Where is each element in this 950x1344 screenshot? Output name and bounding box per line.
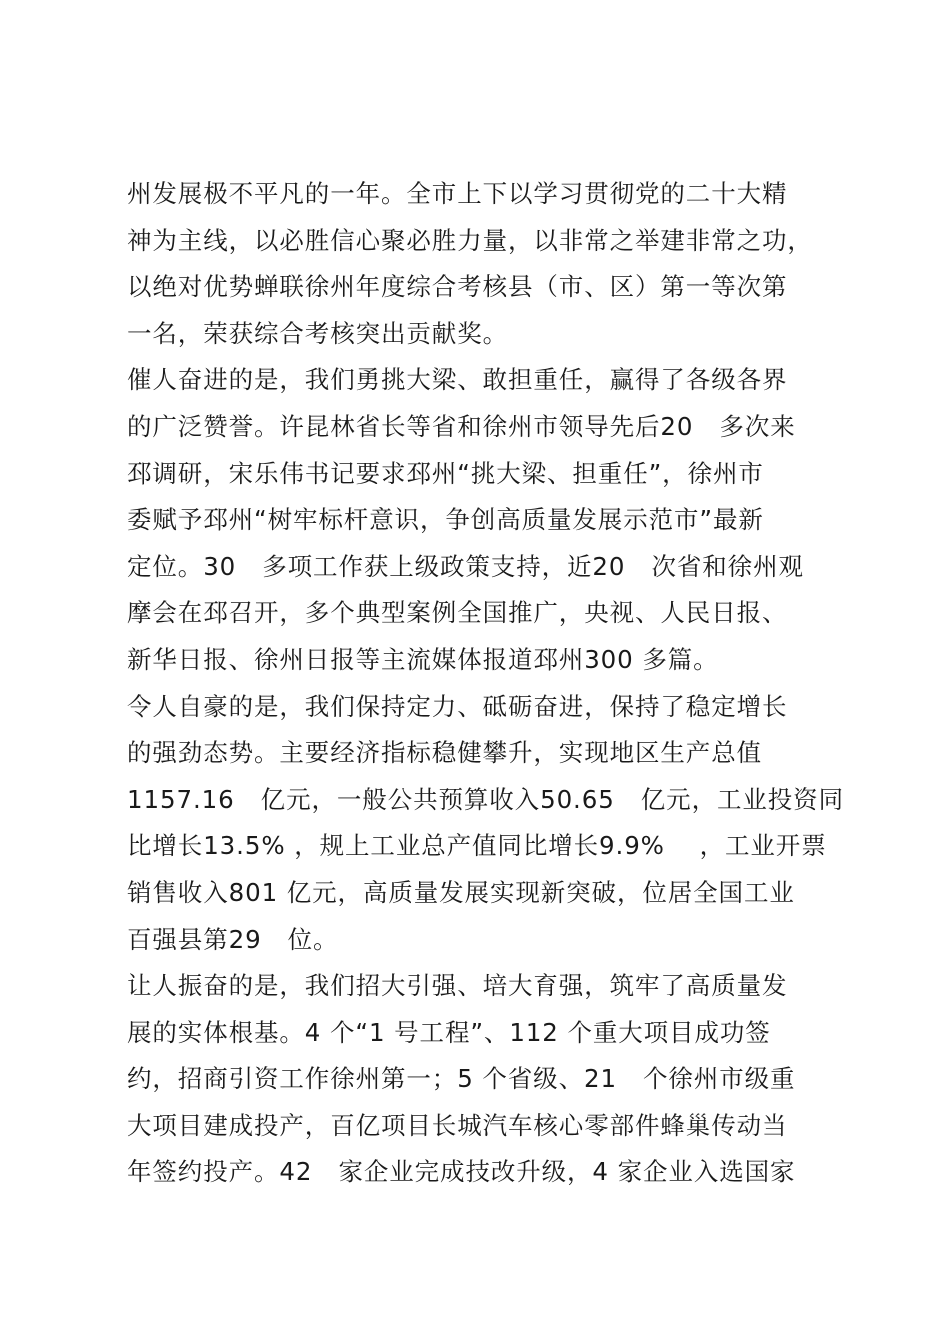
text-line: 让人振奋的是，我们招大引强、培大育强，筑牢了高质量发 — [127, 971, 788, 1001]
text-line: 百强县第29 位。 — [127, 924, 339, 954]
text-line: 州发展极不平凡的一年。全市上下以学习贯彻党的二十大精 — [127, 179, 788, 208]
text-line: 摩会在邳召开，多个典型案例全国推广，央视、人民日报、 — [127, 598, 788, 628]
text-line: 1157.16 亿元，一般公共预算收入50.65 亿元，工业投资同 — [127, 784, 844, 814]
text-line: 展的实体根基。4 个“1 号工程”、112 个重大项目成功签 — [127, 1017, 771, 1047]
body-text — [127, 171, 847, 1196]
text-line: 销售收入801 亿元，高质量发展实现新突破，位居全国工业 — [127, 877, 795, 907]
text-line: 年签约投产。42 家企业完成技改升级，4 家企业入选国家 — [127, 1157, 796, 1187]
text-line: 邳调研，宋乐伟书记要求邳州“挑大梁、担重任”，徐州市 — [127, 458, 764, 488]
text-line: 大项目建成投产，百亿项目长城汽车核心零部件蜂巢传动当 — [127, 1110, 788, 1140]
text-line: 催人奋进的是，我们勇挑大梁、敢担重任，赢得了各级各界 — [127, 365, 788, 395]
text-line: 定位。30 多项工作获上级政策支持，近20 次省和徐州观 — [127, 551, 804, 581]
text-line: 以绝对优势蝉联徐州年度综合考核县（市、区）第一等次第 — [127, 272, 788, 302]
text-line: 约，招商引资工作徐州第一；5 个省级、21 个徐州市级重 — [127, 1064, 796, 1094]
text-line: 比增长13.5% ，规上工业总产值同比增长9.9% ，工业开票 — [127, 831, 827, 861]
text-line: 神为主线，以必胜信心聚必胜力量，以非常之举建非常之功， — [127, 225, 813, 255]
text-line: 新华日报、徐州日报等主流媒体报道邳州300 多篇。 — [127, 644, 719, 674]
text-line: 的广泛赞誉。许昆林省长等省和徐州市领导先后20 多次来 — [127, 411, 796, 441]
text-line: 一名，荣获综合考核突出贡献奖。 — [127, 318, 508, 348]
text-line: 令人自豪的是，我们保持定力、砥砺奋进，保持了稳定增长 — [127, 691, 788, 721]
text-line: 的强劲态势。主要经济指标稳健攀升，实现地区生产总值 — [127, 738, 762, 768]
text-line: 委赋予邳州“树牢标杆意识，争创高质量发展示范市”最新 — [127, 505, 764, 535]
